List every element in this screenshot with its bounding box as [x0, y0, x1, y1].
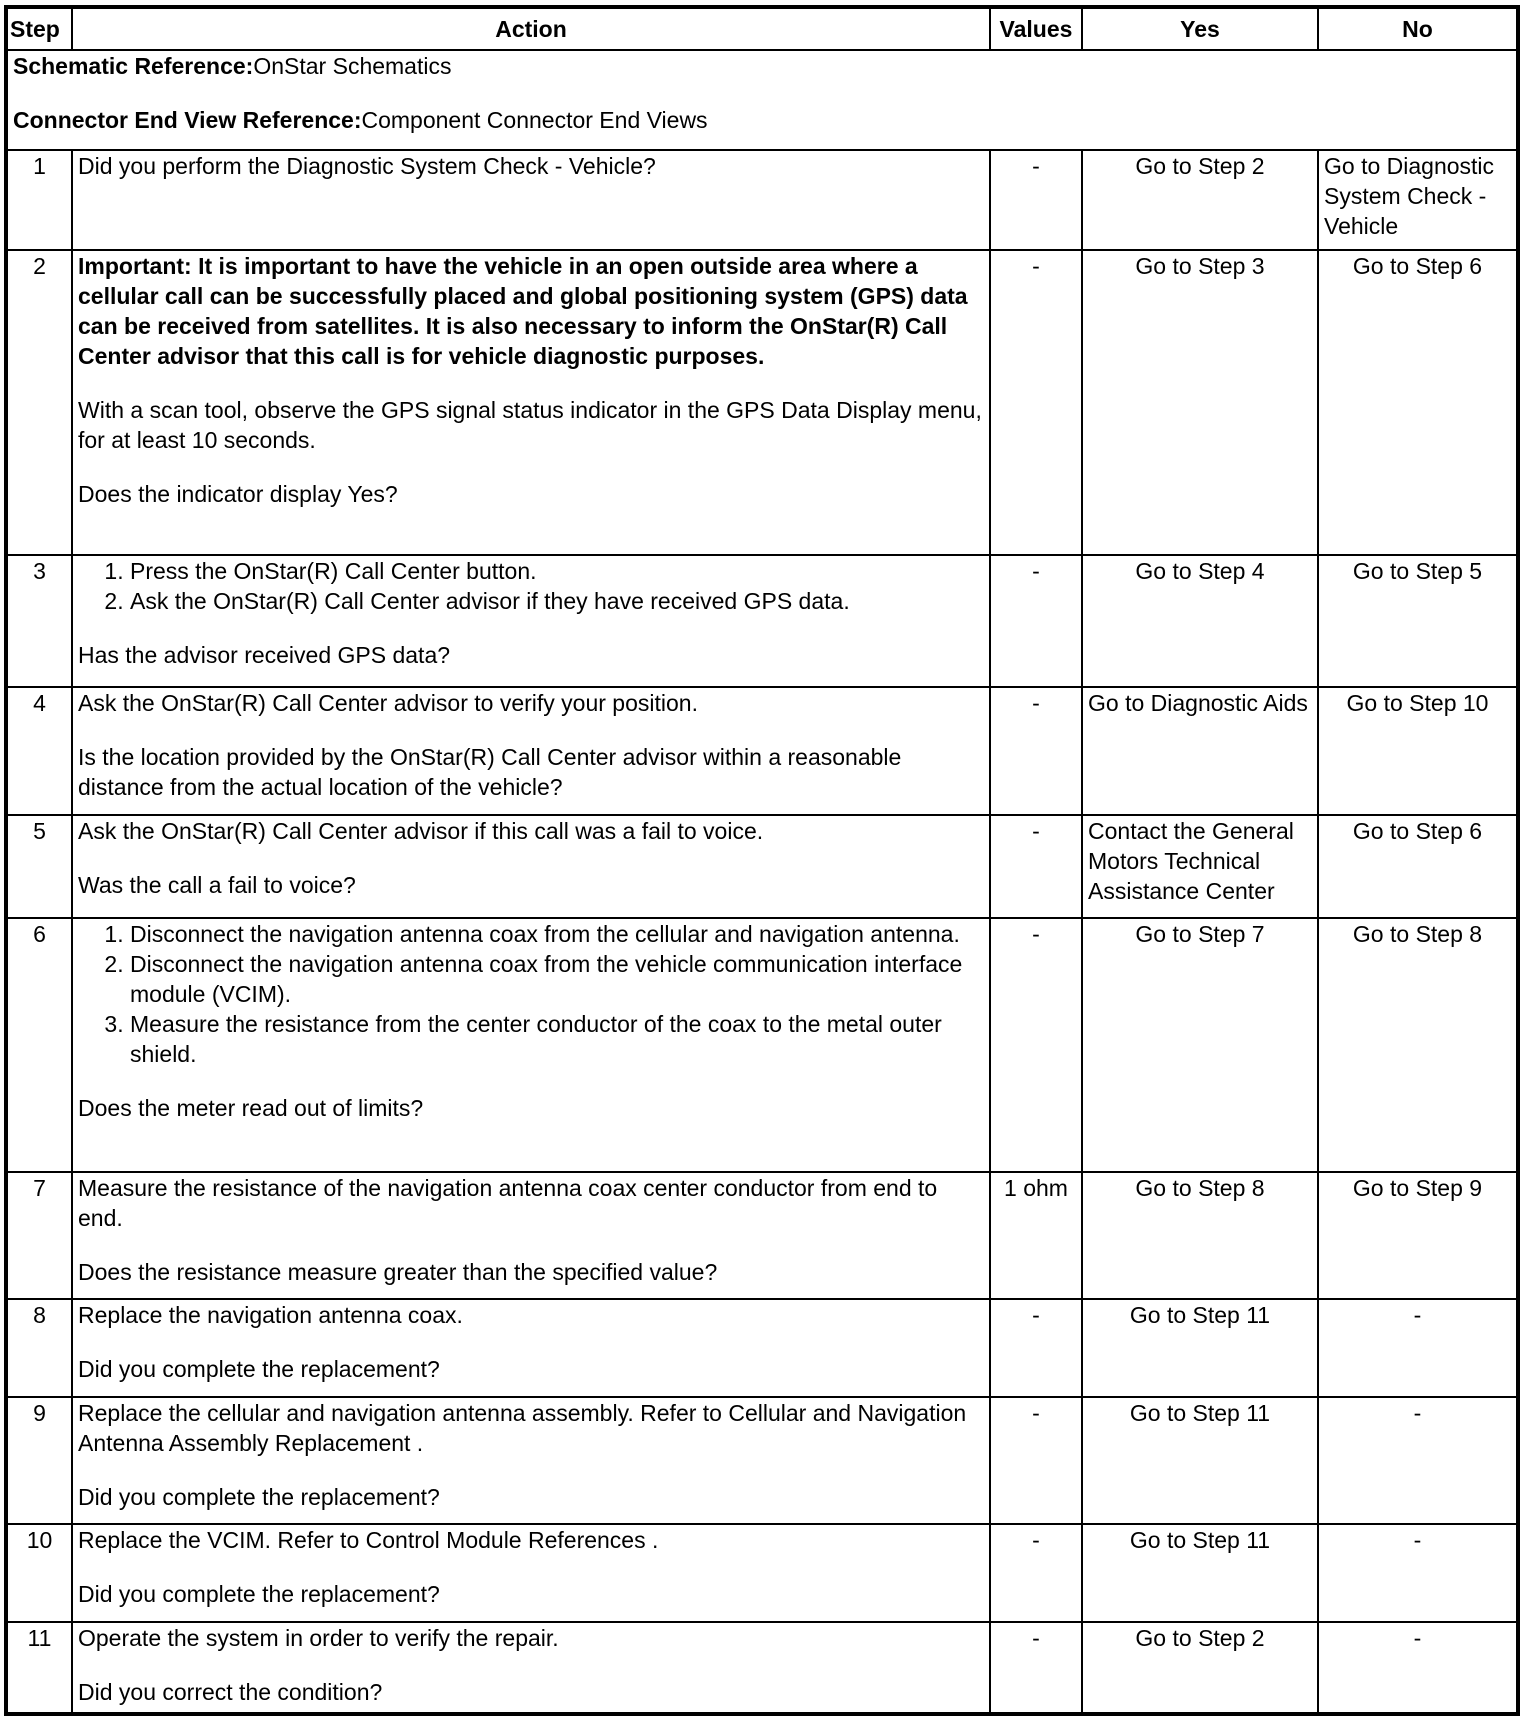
action-question: Does the resistance measure greater than the specified value?	[78, 1259, 718, 1285]
references-row	[6, 50, 1518, 150]
action-cell	[72, 1397, 990, 1524]
step-number: 6	[6, 918, 72, 1172]
yes-link[interactable]: Go to Step 7	[1082, 918, 1318, 1172]
action-cell	[72, 555, 990, 687]
action-list-item: 2. Ask the OnStar(R) Call Center advisor if they have received GPS data.	[130, 586, 984, 616]
table-row	[6, 250, 1518, 555]
step-number: 11	[6, 1622, 72, 1714]
no-link[interactable]: Go to Step 10	[1318, 687, 1518, 815]
schematic-reference	[13, 51, 1511, 81]
action-list-item: 1. Disconnect the navigation antenna coax from the cellular and navigation antenna.	[130, 919, 984, 949]
header-row	[6, 7, 1518, 50]
important-note: Important: It is important to have the vehicle in an open outside area where a cellular call can be successfully placed and global positioning system (GPS) data can be received from satellites. It is also necessary to inform the OnStar(R) Call Center advisor that this call is for vehicle diagnostic purposes.	[78, 253, 968, 369]
action-question: Does the meter read out of limits?	[78, 1095, 424, 1121]
action-instruction: Replace the navigation antenna coax.	[78, 1302, 463, 1328]
action-instruction: Replace the VCIM. Refer to Control Module References .	[78, 1527, 659, 1553]
no-link[interactable]: Go to Step 6	[1318, 815, 1518, 918]
references-cell	[6, 50, 1518, 150]
header-step: Step	[6, 7, 72, 50]
action-cell	[72, 150, 990, 250]
value-cell: -	[990, 1397, 1082, 1524]
table-row	[6, 1172, 1518, 1299]
table-row	[6, 1299, 1518, 1397]
step-number: 4	[6, 687, 72, 815]
table-row	[6, 815, 1518, 918]
action-instruction: Operate the system in order to verify the repair.	[78, 1625, 559, 1651]
action-list-item: 3. Measure the resistance from the center conductor of the coax to the metal outer shield.	[130, 1009, 984, 1069]
action-question: Does the indicator display Yes?	[78, 481, 398, 507]
yes-link[interactable]: Go to Step 2	[1082, 1622, 1318, 1714]
action-question: Was the call a fail to voice?	[78, 872, 356, 898]
value-cell: -	[990, 918, 1082, 1172]
step-number: 10	[6, 1524, 72, 1622]
yes-link[interactable]: Go to Step 3	[1082, 250, 1318, 555]
diagnostic-table	[4, 5, 1520, 1716]
action-list	[78, 556, 984, 616]
value-cell: -	[990, 1622, 1082, 1714]
schematic-reference-label: Schematic Reference:	[13, 53, 254, 79]
step-number: 5	[6, 815, 72, 918]
value-cell: -	[990, 150, 1082, 250]
schematic-reference-link[interactable]: OnStar Schematics	[253, 53, 452, 79]
table-row	[6, 555, 1518, 687]
action-question: Did you complete the replacement?	[78, 1484, 440, 1510]
header-values: Values	[990, 7, 1082, 50]
step-number: 1	[6, 150, 72, 250]
action-question: Did you perform the Diagnostic System Check - Vehicle?	[78, 153, 656, 179]
header-yes: Yes	[1082, 7, 1318, 50]
value-cell: 1 ohm	[990, 1172, 1082, 1299]
value-cell: -	[990, 687, 1082, 815]
yes-link[interactable]: Go to Step 4	[1082, 555, 1318, 687]
step-number: 3	[6, 555, 72, 687]
action-question: Did you correct the condition?	[78, 1679, 383, 1705]
header-no: No	[1318, 7, 1518, 50]
action-cell	[72, 1172, 990, 1299]
table-row	[6, 150, 1518, 250]
table-row	[6, 1397, 1518, 1524]
table-row	[6, 918, 1518, 1172]
action-cell	[72, 815, 990, 918]
action-cell	[72, 1622, 990, 1714]
step-number: 2	[6, 250, 72, 555]
action-cell	[72, 918, 990, 1172]
action-instruction: With a scan tool, observe the GPS signal status indicator in the GPS Data Display menu, for at least 10 seconds.	[78, 397, 982, 453]
yes-link[interactable]: Go to Step 11	[1082, 1397, 1318, 1524]
no-link[interactable]: Go to Step 8	[1318, 918, 1518, 1172]
connector-reference	[13, 105, 1511, 135]
action-instruction: Measure the resistance of the navigation antenna coax center conductor from end to end.	[78, 1175, 938, 1231]
yes-link[interactable]: Contact the General Motors Technical Assistance Center	[1082, 815, 1318, 918]
value-cell: -	[990, 1524, 1082, 1622]
table-row	[6, 1524, 1518, 1622]
no-value: -	[1318, 1397, 1518, 1524]
action-list-item: 2. Disconnect the navigation antenna coax from the vehicle communication interface module (VCIM).	[130, 949, 984, 1009]
step-number: 9	[6, 1397, 72, 1524]
action-cell	[72, 687, 990, 815]
yes-link[interactable]: Go to Step 2	[1082, 150, 1318, 250]
no-value: -	[1318, 1524, 1518, 1622]
action-instruction: Replace the cellular and navigation antenna assembly. Refer to Cellular and Navigation Antenna Assembly Replacement .	[78, 1400, 967, 1456]
action-instruction: Ask the OnStar(R) Call Center advisor to verify your position.	[78, 690, 698, 716]
action-cell	[72, 1299, 990, 1397]
action-question: Did you complete the replacement?	[78, 1581, 440, 1607]
step-number: 8	[6, 1299, 72, 1397]
action-list-item: 1. Press the OnStar(R) Call Center button.	[130, 556, 984, 586]
action-instruction: Ask the OnStar(R) Call Center advisor if this call was a fail to voice.	[78, 818, 764, 844]
no-link[interactable]: Go to Diagnostic System Check - Vehicle	[1318, 150, 1518, 250]
no-link[interactable]: Go to Step 5	[1318, 555, 1518, 687]
yes-link[interactable]: Go to Step 8	[1082, 1172, 1318, 1299]
value-cell: -	[990, 1299, 1082, 1397]
yes-link[interactable]: Go to Diagnostic Aids	[1082, 687, 1318, 815]
step-number: 7	[6, 1172, 72, 1299]
no-link[interactable]: Go to Step 6	[1318, 250, 1518, 555]
value-cell: -	[990, 815, 1082, 918]
no-value: -	[1318, 1622, 1518, 1714]
action-cell	[72, 1524, 990, 1622]
action-list	[78, 919, 984, 1069]
value-cell: -	[990, 555, 1082, 687]
header-action: Action	[72, 7, 990, 50]
no-value: -	[1318, 1299, 1518, 1397]
no-link[interactable]: Go to Step 9	[1318, 1172, 1518, 1299]
yes-link[interactable]: Go to Step 11	[1082, 1299, 1318, 1397]
value-cell: -	[990, 250, 1082, 555]
yes-link[interactable]: Go to Step 11	[1082, 1524, 1318, 1622]
table-row	[6, 687, 1518, 815]
action-cell	[72, 250, 990, 555]
action-question: Is the location provided by the OnStar(R) Call Center advisor within a reasonable distance from the actual location of the vehicle?	[78, 744, 902, 800]
connector-reference-link[interactable]: Component Connector End Views	[361, 107, 708, 133]
table-row	[6, 1622, 1518, 1714]
connector-reference-label: Connector End View Reference:	[13, 107, 362, 133]
action-question: Did you complete the replacement?	[78, 1356, 440, 1382]
action-question: Has the advisor received GPS data?	[78, 642, 451, 668]
